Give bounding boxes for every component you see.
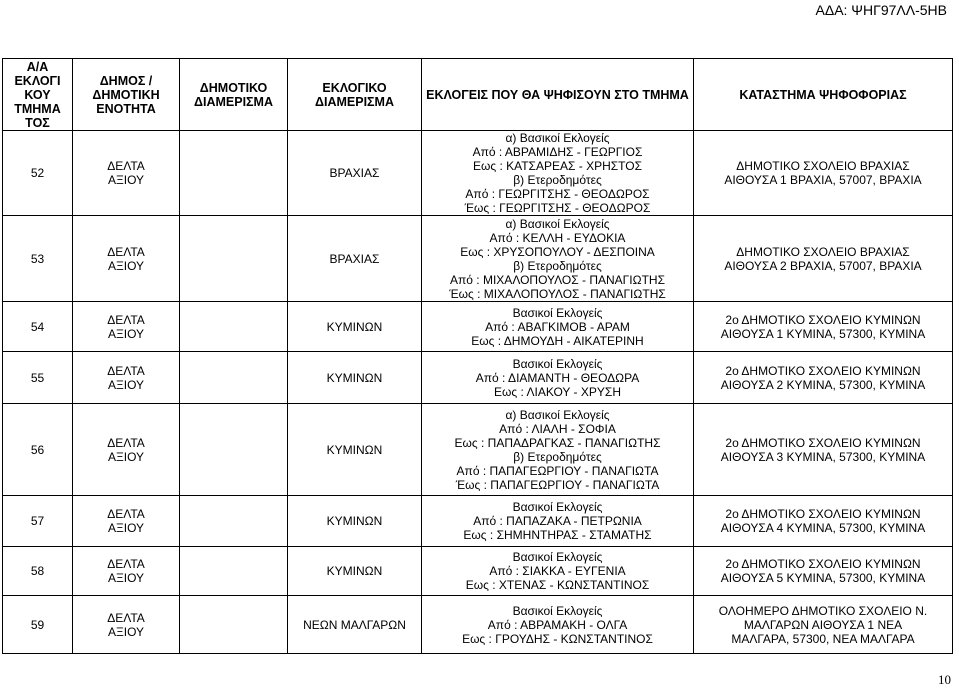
cell-line: ΑΞΙΟΥ [107, 377, 145, 392]
cell-line: β) Ετεροδημότες [513, 258, 602, 273]
cell-municipality [73, 404, 180, 496]
cell-municipality [73, 302, 180, 352]
cell-electoral-district: ΚΥΜΙΝΩΝ [288, 547, 422, 596]
cell-line: α) Βασικοί Εκλογείς [505, 131, 610, 145]
cell-municipality [73, 596, 180, 654]
polling-stations-table [2, 58, 953, 654]
cell-district [180, 302, 288, 352]
column-header-polling-station: ΚΑΤΑΣΤΗΜΑ ΨΗΦΟΦΟΡΙΑΣ [694, 59, 953, 131]
cell-polling-station [694, 216, 953, 302]
cell-line: Από : ΠΑΠΑΖΑΚΑ - ΠΕΤΡΩΝΙΑ [473, 514, 642, 528]
table-row [3, 547, 953, 596]
cell-line: ΔΗΜΟΤΙΚΟ ΣΧΟΛΕΙΟ ΒΡΑΧΙΑΣ [736, 244, 910, 259]
cell-line: α) Βασικοί Εκλογείς [505, 407, 610, 422]
cell-line: ΑΙΘΟΥΣΑ 1 ΚΥΜΙΝΑ, 57300, ΚΥΜΙΝΑ [720, 326, 926, 341]
cell-district [180, 596, 288, 654]
cell-line: Βασικοί Εκλογείς [512, 603, 603, 618]
cell-line: ΑΙΘΟΥΣΑ 2 ΒΡΑΧΙΑ, 57007, ΒΡΑΧΙΑ [724, 258, 922, 273]
cell-line: Βασικοί Εκλογείς [512, 500, 603, 514]
column-header-voters: ΕΚΛΟΓΕΙΣ ΠΟΥ ΘΑ ΨΗΦΙΣΟΥΝ ΣΤΟ ΤΜΗΜΑ [422, 59, 694, 131]
cell-line: Έως : ΠΑΠΑΓΕΩΡΓΙΟΥ - ΠΑΝΑΓΙΩΤΑ [455, 477, 660, 492]
cell-electoral-district: ΒΡΑΧΙΑΣ [288, 131, 422, 216]
cell-line: β) Ετεροδημότες [513, 449, 602, 464]
cell-polling-station [694, 496, 953, 547]
cell-line: ΔΕΛΤΑ [107, 557, 145, 571]
cell-line: ΜΑΛΓΑΡΑ, 57300, ΝΕΑ ΜΑΛΓΑΡΑ [731, 631, 915, 646]
cell-voters [422, 302, 694, 352]
cell-line: ΑΞΙΟΥ [107, 521, 145, 535]
cell-municipality [73, 547, 180, 596]
cell-line: 2ο ΔΗΜΟΤΙΚΟ ΣΧΟΛΕΙΟ ΚΥΜΙΝΩΝ [725, 435, 921, 450]
cell-number: 57 [3, 496, 73, 547]
cell-line: Εως : ΣΗΜΗΝΤΗΡΑΣ - ΣΤΑΜΑΤΗΣ [463, 528, 652, 542]
document-code: ΑΔΑ: ΨΗΓ97ΛΛ-5ΗΒ [815, 2, 947, 18]
table-row [3, 352, 953, 404]
cell-line: Εως : ΧΤΕΝΑΣ - ΚΩΝΣΤΑΝΤΙΝΟΣ [465, 578, 650, 592]
cell-line: ΔΗΜΟΤΙΚΟ ΣΧΟΛΕΙΟ ΒΡΑΧΙΑΣ [736, 159, 910, 173]
cell-line: Από : ΜΙΧΑΛΟΠΟΥΛΟΣ - ΠΑΝΑΓΙΩΤΗΣ [450, 272, 665, 287]
cell-line: ΜΑΛΓΑΡΩΝ ΑΙΘΟΥΣΑ 1 ΝΕΑ [743, 617, 903, 632]
cell-line: Από : ΔΙΑΜΑΝΤΗ - ΘΕΟΔΩΡΑ [475, 370, 640, 385]
cell-voters [422, 404, 694, 496]
cell-line: Εως : ΛΙΑΚΟΥ - ΧΡΥΣΗ [494, 384, 621, 399]
cell-line: 2ο ΔΗΜΟΤΙΚΟ ΣΧΟΛΕΙΟ ΚΥΜΙΝΩΝ [725, 363, 921, 378]
cell-line: Από : ΑΒΡΑΜΑΚΗ - ΟΛΓΑ [487, 617, 628, 632]
cell-polling-station [694, 352, 953, 404]
page-number: 10 [938, 672, 951, 687]
cell-line: ΑΞΙΟΥ [107, 258, 145, 273]
cell-line: ΑΙΘΟΥΣΑ 1 ΒΡΑΧΙΑ, 57007, ΒΡΑΧΙΑ [724, 173, 922, 187]
cell-electoral-district: ΚΥΜΙΝΩΝ [288, 352, 422, 404]
cell-line: ΑΞΙΟΥ [107, 326, 145, 341]
cell-line: Εως : ΧΡΥΣΟΠΟΥΛΟΥ - ΔΕΣΠΟΙΝΑ [460, 244, 655, 259]
cell-electoral-district: ΚΥΜΙΝΩΝ [288, 302, 422, 352]
cell-line: Από : ΛΙΑΛΗ - ΣΟΦΙΑ [499, 421, 616, 436]
cell-line: ΔΕΛΤΑ [107, 507, 145, 521]
cell-number: 53 [3, 216, 73, 302]
cell-line: Εως : ΔΗΜΟΥΔΗ - ΑΙΚΑΤΕΡΙΝΗ [471, 333, 644, 348]
cell-number: 58 [3, 547, 73, 596]
cell-voters [422, 352, 694, 404]
cell-line: ΑΙΘΟΥΣΑ 4 ΚΥΜΙΝΑ, 57300, ΚΥΜΙΝΑ [720, 521, 926, 535]
cell-polling-station [694, 404, 953, 496]
cell-voters [422, 596, 694, 654]
cell-district [180, 352, 288, 404]
cell-polling-station [694, 131, 953, 216]
cell-line: Εως : ΠΑΠΑΔΡΑΓΚΑΣ - ΠΑΝΑΓΙΩΤΗΣ [454, 435, 661, 450]
cell-district [180, 404, 288, 496]
column-header-municipality: ΔΗΜΟΣ / ΔΗΜΟΤΙΚΗ ΕΝΟΤΗΤΑ [73, 59, 180, 131]
cell-line: β) Ετεροδημότες [513, 173, 602, 187]
cell-voters [422, 131, 694, 216]
cell-line: Από : ΑΒΑΓΚΙΜΟΒ - ΑΡΑΜ [485, 319, 630, 334]
cell-line: ΑΙΘΟΥΣΑ 3 ΚΥΜΙΝΑ, 57300, ΚΥΜΙΝΑ [720, 449, 926, 464]
column-header-district: ΔΗΜΟΤΙΚΟ ΔΙΑΜΕΡΙΣΜΑ [180, 59, 288, 131]
cell-line: Έως : ΜΙΧΑΛΟΠΟΥΛΟΣ - ΠΑΝΑΓΙΩΤΗΣ [449, 286, 666, 301]
cell-line: ΑΞΙΟΥ [107, 624, 145, 639]
table-row [3, 496, 953, 547]
cell-line: Βασικοί Εκλογείς [512, 305, 603, 320]
table-row [3, 302, 953, 352]
cell-voters [422, 216, 694, 302]
table-row [3, 131, 953, 216]
cell-municipality [73, 352, 180, 404]
cell-line: Βασικοί Εκλογείς [512, 550, 603, 564]
cell-electoral-district: ΚΥΜΙΝΩΝ [288, 404, 422, 496]
cell-line: ΔΕΛΤΑ [107, 435, 145, 450]
cell-line: Βασικοί Εκλογείς [512, 356, 603, 371]
cell-line: ΔΕΛΤΑ [107, 363, 145, 378]
cell-voters [422, 496, 694, 547]
cell-line: ΑΙΘΟΥΣΑ 2 ΚΥΜΙΝΑ, 57300, ΚΥΜΙΝΑ [720, 377, 926, 392]
cell-line: Εως : ΚΑΤΣΑΡΕΑΣ - ΧΡΗΣΤΟΣ [472, 159, 643, 173]
cell-line: Από : ΚΕΛΛΗ - ΕΥΔΟΚΙΑ [489, 230, 626, 245]
cell-electoral-district: ΚΥΜΙΝΩΝ [288, 496, 422, 547]
cell-line: Από : ΣΙΑΚΚΑ - ΕΥΓΕΝΙΑ [489, 564, 626, 578]
cell-number: 59 [3, 596, 73, 654]
cell-municipality [73, 216, 180, 302]
table-row [3, 404, 953, 496]
cell-number: 55 [3, 352, 73, 404]
cell-polling-station [694, 302, 953, 352]
cell-line: 2ο ΔΗΜΟΤΙΚΟ ΣΧΟΛΕΙΟ ΚΥΜΙΝΩΝ [725, 312, 921, 327]
cell-line: ΔΕΛΤΑ [107, 244, 145, 259]
cell-line: ΔΕΛΤΑ [107, 610, 145, 625]
cell-polling-station [694, 547, 953, 596]
cell-municipality [73, 496, 180, 547]
table-row [3, 216, 953, 302]
column-header-electoral-district: ΕΚΛΟΓΙΚΟ ΔΙΑΜΕΡΙΣΜΑ [288, 59, 422, 131]
cell-line: ΟΛΟΗΜΕΡΟ ΔΗΜΟΤΙΚΟ ΣΧΟΛΕΙΟ Ν. [718, 603, 928, 618]
cell-district [180, 131, 288, 216]
cell-line: ΑΞΙΟΥ [107, 449, 145, 464]
cell-number: 52 [3, 131, 73, 216]
cell-line: Από : ΑΒΡΑΜΙΔΗΣ - ΓΕΩΡΓΙΟΣ [472, 145, 643, 159]
cell-line: Από : ΠΑΠΑΓΕΩΡΓΙΟΥ - ΠΑΝΑΓΙΩΤΑ [456, 463, 659, 478]
column-header-number: Α/Α ΕΚΛΟΓΙ ΚΟΥ ΤΜΗΜΑ ΤΟΣ [3, 59, 73, 131]
cell-line: ΑΞΙΟΥ [107, 571, 145, 585]
table-header-row [3, 59, 953, 131]
cell-district [180, 496, 288, 547]
cell-line: 2ο ΔΗΜΟΤΙΚΟ ΣΧΟΛΕΙΟ ΚΥΜΙΝΩΝ [725, 557, 921, 571]
cell-electoral-district: ΒΡΑΧΙΑΣ [288, 216, 422, 302]
cell-district [180, 547, 288, 596]
cell-line: Από : ΓΕΩΡΓΙΤΣΗΣ - ΘΕΟΔΩΡΟΣ [465, 187, 650, 201]
cell-polling-station [694, 596, 953, 654]
cell-voters [422, 547, 694, 596]
cell-line: Εως : ΓΡΟΥΔΗΣ - ΚΩΝΣΤΑΝΤΙΝΟΣ [462, 631, 653, 646]
cell-line: α) Βασικοί Εκλογείς [505, 216, 610, 231]
table-row [3, 596, 953, 654]
cell-line: ΑΞΙΟΥ [107, 173, 145, 187]
cell-number: 54 [3, 302, 73, 352]
cell-line: Έως : ΓΕΩΡΓΙΤΣΗΣ - ΘΕΟΔΩΡΟΣ [464, 201, 651, 215]
cell-line: ΑΙΘΟΥΣΑ 5 ΚΥΜΙΝΑ, 57300, ΚΥΜΙΝΑ [720, 571, 926, 585]
cell-number: 56 [3, 404, 73, 496]
cell-municipality [73, 131, 180, 216]
cell-line: ΔΕΛΤΑ [107, 159, 145, 173]
cell-line: ΔΕΛΤΑ [107, 312, 145, 327]
cell-line: 2ο ΔΗΜΟΤΙΚΟ ΣΧΟΛΕΙΟ ΚΥΜΙΝΩΝ [725, 507, 921, 521]
cell-electoral-district: ΝΕΩΝ ΜΑΛΓΑΡΩΝ [288, 596, 422, 654]
table-body [3, 131, 953, 654]
cell-district [180, 216, 288, 302]
